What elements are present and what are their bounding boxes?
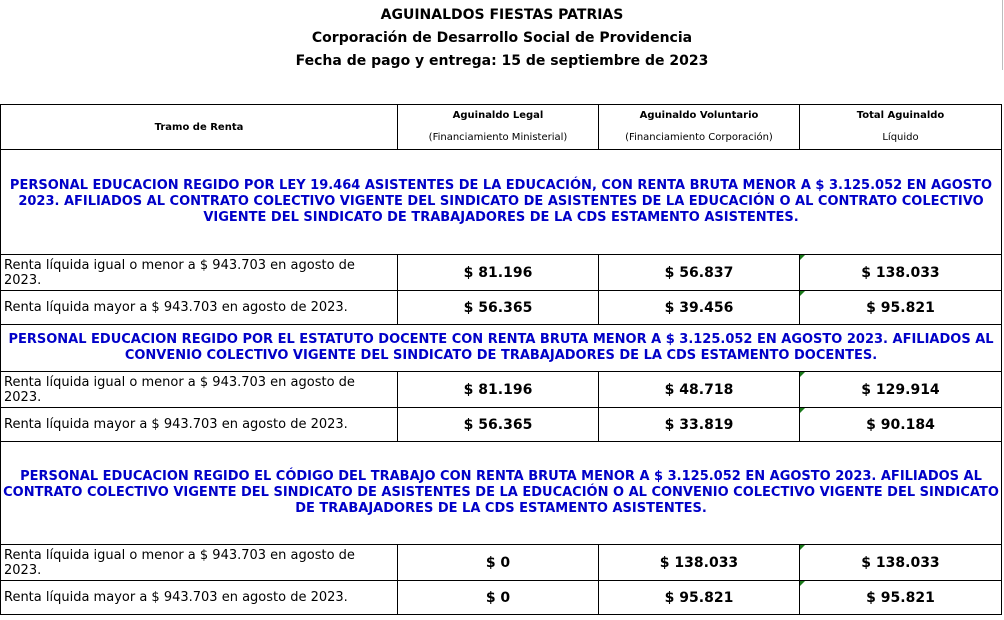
column-header-total-title: Total Aguinaldo <box>856 110 945 121</box>
cell-voluntario[interactable]: $ 33.819 <box>599 408 800 442</box>
cell-total[interactable] <box>800 255 1002 291</box>
section-title[interactable]: PERSONAL EDUCACION REGIDO POR EL ESTATUTO DOCENTE CON RENTA BRUTA MENOR A $ 3.125.052 EN AGOSTO 2023. AFILIADOS AL CONVENIO COLECTIVO VIGENTE DEL SINDICATO DE TRABAJADORES DE LA CDS ESTAMENTO DOCENTES. <box>1 325 1002 372</box>
cell-total-value: $ 95.821 <box>866 589 935 606</box>
column-header-legal[interactable] <box>398 105 599 150</box>
table-row <box>1 408 1002 442</box>
cell-legal[interactable]: $ 81.196 <box>398 255 599 291</box>
column-header-voluntario-title: Aguinaldo Voluntario <box>639 110 759 121</box>
cell-total-value: $ 138.033 <box>861 554 940 571</box>
section-header-row <box>1 150 1002 255</box>
cell-tramo[interactable]: Renta líquida igual o menor a $ 943.703 en agosto de 2023. <box>1 255 398 291</box>
section-title[interactable]: PERSONAL EDUCACION REGIDO POR LEY 19.464 ASISTENTES DE LA EDUCACIÓN, CON RENTA BRUTA MENOR A $ 3.125.052 EN AGOSTO 2023. AFILIADOS AL CONTRATO COLECTIVO VIGENTE DEL SINDICATO DE ASISTENTES DE LA EDUCACIÓN O AL CONTRATO COLECTIVO VIGENTE DEL SINDICATO DE TRABAJADORES DE LA CDS ESTAMENTO ASISTENTES. <box>1 150 1002 255</box>
cell-tramo[interactable]: Renta líquida igual o menor a $ 943.703 en agosto de 2023. <box>1 372 398 408</box>
cell-total-value: $ 138.033 <box>861 264 940 281</box>
cell-tramo[interactable]: Renta líquida igual o menor a $ 943.703 en agosto de 2023. <box>1 545 398 581</box>
cell-total[interactable] <box>800 291 1002 325</box>
cell-voluntario[interactable]: $ 138.033 <box>599 545 800 581</box>
column-header-total-sub: Líquido <box>882 132 919 143</box>
cell-marker-icon <box>800 291 805 296</box>
cell-marker-icon <box>800 255 805 260</box>
cell-total[interactable] <box>800 372 1002 408</box>
header-organization: Corporación de Desarrollo Social de Providencia <box>311 30 693 46</box>
column-header-legal-sub: (Financiamiento Ministerial) <box>428 132 568 143</box>
cell-legal[interactable]: $ 56.365 <box>398 408 599 442</box>
column-header-tramo[interactable]: Tramo de Renta <box>1 105 398 150</box>
aguinaldo-table <box>0 104 1002 615</box>
section-header-row <box>1 442 1002 545</box>
cell-total-value: $ 129.914 <box>861 381 940 398</box>
cell-legal[interactable]: $ 0 <box>398 545 599 581</box>
cell-marker-icon <box>800 581 805 586</box>
cell-voluntario[interactable]: $ 48.718 <box>599 372 800 408</box>
cell-legal[interactable]: $ 56.365 <box>398 291 599 325</box>
cell-marker-icon <box>800 372 805 377</box>
table-row <box>1 372 1002 408</box>
cell-legal[interactable]: $ 81.196 <box>398 372 599 408</box>
cell-tramo[interactable]: Renta líquida mayor a $ 943.703 en agosto de 2023. <box>1 581 398 615</box>
cell-total[interactable] <box>800 408 1002 442</box>
cell-total[interactable] <box>800 545 1002 581</box>
column-header-voluntario[interactable] <box>599 105 800 150</box>
cell-marker-icon <box>800 545 805 550</box>
table-row <box>1 291 1002 325</box>
cell-voluntario[interactable]: $ 56.837 <box>599 255 800 291</box>
column-header-voluntario-sub: (Financiamiento Corporación) <box>625 132 773 143</box>
cell-voluntario[interactable]: $ 95.821 <box>599 581 800 615</box>
column-header-total[interactable] <box>800 105 1002 150</box>
column-header-legal-title: Aguinaldo Legal <box>452 110 544 121</box>
cell-total-value: $ 95.821 <box>866 299 935 316</box>
header-payment-date: Fecha de pago y entrega: 15 de septiembre de 2023 <box>295 53 709 69</box>
table-row <box>1 255 1002 291</box>
section-header-row <box>1 325 1002 372</box>
cell-total[interactable] <box>800 581 1002 615</box>
column-divider <box>1002 0 1003 70</box>
cell-tramo[interactable]: Renta líquida mayor a $ 943.703 en agosto de 2023. <box>1 408 398 442</box>
cell-voluntario[interactable]: $ 39.456 <box>599 291 800 325</box>
cell-total-value: $ 90.184 <box>866 416 935 433</box>
cell-marker-icon <box>800 408 805 413</box>
cell-tramo[interactable]: Renta líquida mayor a $ 943.703 en agosto de 2023. <box>1 291 398 325</box>
table-row <box>1 581 1002 615</box>
header-title: AGUINALDOS FIESTAS PATRIAS <box>380 7 624 23</box>
cell-legal[interactable]: $ 0 <box>398 581 599 615</box>
section-title[interactable]: PERSONAL EDUCACION REGIDO EL CÓDIGO DEL TRABAJO CON RENTA BRUTA MENOR A $ 3.125.052 EN AGOSTO 2023. AFILIADOS AL CONTRATO COLECTIVO VIGENTE DEL SINDICATO DE ASISTENTES DE LA EDUCACIÓN O AL CONVENIO COLECTIVO VIGENTE DEL SINDICATO DE TRABAJADORES DE LA CDS ESTAMENTO ASISTENTES. <box>1 442 1002 545</box>
table-row <box>1 545 1002 581</box>
table-header-row <box>1 105 1002 150</box>
